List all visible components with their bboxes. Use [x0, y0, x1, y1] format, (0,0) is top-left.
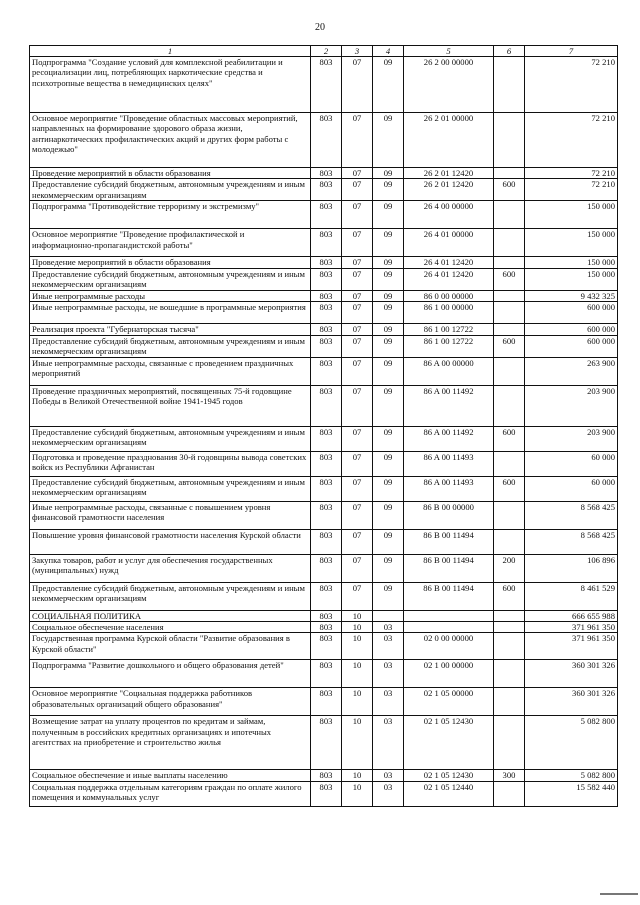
row-ministry-cell: 803 — [311, 582, 342, 610]
budget-table-body — [30, 57, 618, 807]
table-row — [30, 229, 618, 257]
row-amount-cell: 203 900 — [525, 426, 618, 451]
row-name-cell: Повышение уровня финансовой грамотности населения Курской области — [30, 529, 311, 554]
row-target-article-cell: 86 A 00 11493 — [404, 476, 494, 501]
row-section-cell: 07 — [342, 357, 373, 385]
row-amount-cell: 72 210 — [525, 113, 618, 168]
row-expense-type-cell — [494, 201, 525, 229]
row-subsection-cell: 09 — [373, 451, 404, 476]
row-section-cell: 10 — [342, 660, 373, 688]
row-expense-type-cell: 600 — [494, 268, 525, 290]
row-amount-cell: 600 000 — [525, 302, 618, 324]
row-ministry-cell: 803 — [311, 268, 342, 290]
row-ministry-cell: 803 — [311, 257, 342, 268]
row-name-cell: Основное мероприятие "Социальная поддержка работников образовательных организаций общего образования" — [30, 688, 311, 716]
row-section-cell: 10 — [342, 781, 373, 806]
table-row — [30, 529, 618, 554]
row-expense-type-cell — [494, 781, 525, 806]
row-ministry-cell: 803 — [311, 660, 342, 688]
row-target-article-cell — [404, 622, 494, 633]
table-row — [30, 268, 618, 290]
table-row — [30, 257, 618, 268]
row-section-cell: 07 — [342, 57, 373, 113]
row-section-cell: 10 — [342, 610, 373, 621]
row-subsection-cell: 09 — [373, 268, 404, 290]
row-subsection-cell: 03 — [373, 781, 404, 806]
row-expense-type-cell: 600 — [494, 426, 525, 451]
row-ministry-cell: 803 — [311, 385, 342, 426]
row-subsection-cell: 09 — [373, 529, 404, 554]
row-name-cell: Предоставление субсидий бюджетным, автономным учреждениям и иным некоммерческим организациям — [30, 426, 311, 451]
row-target-article-cell: 86 B 00 00000 — [404, 501, 494, 529]
table-row — [30, 633, 618, 660]
row-subsection-cell: 03 — [373, 660, 404, 688]
row-target-article-cell: 02 0 00 00000 — [404, 633, 494, 660]
table-row — [30, 357, 618, 385]
row-expense-type-cell — [494, 633, 525, 660]
row-subsection-cell: 09 — [373, 501, 404, 529]
table-row — [30, 201, 618, 229]
row-name-cell: Возмещение затрат на уплату процентов по кредитам и займам, полученным в российских кредитных организациях и ипотечных агентствах на приобретение и строительство жилья — [30, 716, 311, 770]
table-row — [30, 770, 618, 781]
row-expense-type-cell — [494, 168, 525, 179]
row-subsection-cell — [373, 610, 404, 621]
row-ministry-cell: 803 — [311, 633, 342, 660]
table-row — [30, 688, 618, 716]
row-target-article-cell: 02 1 05 12440 — [404, 781, 494, 806]
row-target-article-cell: 86 0 00 00000 — [404, 290, 494, 301]
row-ministry-cell: 803 — [311, 622, 342, 633]
row-target-article-cell: 02 1 05 12430 — [404, 770, 494, 781]
row-section-cell: 10 — [342, 688, 373, 716]
row-target-article-cell: 86 A 00 00000 — [404, 357, 494, 385]
row-ministry-cell: 803 — [311, 529, 342, 554]
row-expense-type-cell — [494, 451, 525, 476]
row-subsection-cell: 03 — [373, 688, 404, 716]
row-expense-type-cell: 600 — [494, 582, 525, 610]
row-amount-cell: 203 900 — [525, 385, 618, 426]
row-expense-type-cell: 200 — [494, 554, 525, 582]
row-subsection-cell: 09 — [373, 57, 404, 113]
row-amount-cell: 9 432 325 — [525, 290, 618, 301]
row-target-article-cell: 26 2 01 12420 — [404, 168, 494, 179]
row-ministry-cell: 803 — [311, 357, 342, 385]
table-row — [30, 582, 618, 610]
row-ministry-cell: 803 — [311, 781, 342, 806]
header-row — [30, 46, 618, 57]
row-name-cell: Подпрограмма "Развитие дошкольного и общего образования детей" — [30, 660, 311, 688]
row-expense-type-cell — [494, 324, 525, 335]
row-name-cell: Социальное обеспечение населения — [30, 622, 311, 633]
table-row — [30, 168, 618, 179]
row-name-cell: Иные непрограммные расходы, связанные с проведением праздничных мероприятий — [30, 357, 311, 385]
row-name-cell: Предоставление субсидий бюджетным, автономным учреждениям и иным некоммерческим организациям — [30, 268, 311, 290]
table-row — [30, 660, 618, 688]
row-section-cell: 07 — [342, 476, 373, 501]
row-section-cell: 07 — [342, 201, 373, 229]
column-header-target-article: 5 — [404, 46, 494, 57]
row-ministry-cell: 803 — [311, 688, 342, 716]
row-amount-cell: 106 896 — [525, 554, 618, 582]
row-section-cell: 07 — [342, 257, 373, 268]
row-section-cell: 07 — [342, 302, 373, 324]
row-name-cell: Проведение праздничных мероприятий, посвященных 75-й годовщине Победы в Великой Отечественной войне 1941-1945 годов — [30, 385, 311, 426]
row-expense-type-cell — [494, 385, 525, 426]
row-subsection-cell: 09 — [373, 179, 404, 201]
row-name-cell: Проведение мероприятий в области образования — [30, 257, 311, 268]
row-amount-cell: 600 000 — [525, 324, 618, 335]
row-name-cell: Подготовка и проведение празднования 30-й годовщины вывода советских войск из Республики Афганистан — [30, 451, 311, 476]
row-ministry-cell: 803 — [311, 168, 342, 179]
row-amount-cell: 371 961 350 — [525, 633, 618, 660]
row-target-article-cell: 26 2 01 00000 — [404, 113, 494, 168]
table-row — [30, 716, 618, 770]
row-subsection-cell: 09 — [373, 335, 404, 357]
row-ministry-cell: 803 — [311, 201, 342, 229]
row-amount-cell: 263 900 — [525, 357, 618, 385]
row-amount-cell: 72 210 — [525, 168, 618, 179]
row-amount-cell: 371 961 350 — [525, 622, 618, 633]
row-target-article-cell: 86 1 00 12722 — [404, 335, 494, 357]
table-row — [30, 302, 618, 324]
row-expense-type-cell — [494, 113, 525, 168]
row-section-cell: 07 — [342, 529, 373, 554]
row-target-article-cell: 26 4 00 00000 — [404, 201, 494, 229]
column-header-name: 1 — [30, 46, 311, 57]
row-ministry-cell: 803 — [311, 302, 342, 324]
row-name-cell: Предоставление субсидий бюджетным, автономным учреждениям и иным некоммерческим организациям — [30, 179, 311, 201]
row-subsection-cell: 09 — [373, 385, 404, 426]
table-row — [30, 290, 618, 301]
row-name-cell: Подпрограмма "Противодействие терроризму и экстремизму" — [30, 201, 311, 229]
row-ministry-cell: 803 — [311, 335, 342, 357]
row-amount-cell: 15 582 440 — [525, 781, 618, 806]
row-target-article-cell: 26 4 01 12420 — [404, 268, 494, 290]
row-name-cell: Реализация проекта "Губернаторская тысяча" — [30, 324, 311, 335]
column-header-ministry: 2 — [311, 46, 342, 57]
row-name-cell: Предоставление субсидий бюджетным, автономным учреждениям и иным некоммерческим организациям — [30, 582, 311, 610]
row-section-cell: 10 — [342, 633, 373, 660]
row-name-cell: Иные непрограммные расходы, не вошедшие в программные мероприятия — [30, 302, 311, 324]
row-ministry-cell: 803 — [311, 476, 342, 501]
row-subsection-cell: 09 — [373, 257, 404, 268]
row-name-cell: Закупка товаров, работ и услуг для обеспечения государственных (муниципальных) нужд — [30, 554, 311, 582]
row-expense-type-cell — [494, 622, 525, 633]
row-amount-cell: 150 000 — [525, 201, 618, 229]
row-name-cell: Предоставление субсидий бюджетным, автономным учреждениям и иным некоммерческим организациям — [30, 335, 311, 357]
row-ministry-cell: 803 — [311, 501, 342, 529]
row-section-cell: 07 — [342, 168, 373, 179]
row-name-cell: Иные непрограммные расходы — [30, 290, 311, 301]
row-name-cell: Предоставление субсидий бюджетным, автономным учреждениям и иным некоммерческим организациям — [30, 476, 311, 501]
row-section-cell: 10 — [342, 716, 373, 770]
row-amount-cell: 5 082 800 — [525, 716, 618, 770]
row-ministry-cell: 803 — [311, 113, 342, 168]
row-name-cell: Основное мероприятие "Проведение профилактической и информационно-пропагандистской работы" — [30, 229, 311, 257]
row-section-cell: 07 — [342, 582, 373, 610]
row-amount-cell: 8 568 425 — [525, 529, 618, 554]
row-target-article-cell: 02 1 05 12430 — [404, 716, 494, 770]
row-name-cell: Государственная программа Курской области "Развитие образования в Курской области" — [30, 633, 311, 660]
table-row — [30, 179, 618, 201]
column-header-expense-type: 6 — [494, 46, 525, 57]
row-name-cell: Проведение мероприятий в области образования — [30, 168, 311, 179]
column-header-subsection: 4 — [373, 46, 404, 57]
row-expense-type-cell: 600 — [494, 179, 525, 201]
row-expense-type-cell: 600 — [494, 476, 525, 501]
row-target-article-cell: 02 1 05 00000 — [404, 688, 494, 716]
row-ministry-cell: 803 — [311, 716, 342, 770]
row-target-article-cell: 86 B 00 11494 — [404, 529, 494, 554]
row-expense-type-cell — [494, 688, 525, 716]
row-subsection-cell: 09 — [373, 302, 404, 324]
row-section-cell: 07 — [342, 451, 373, 476]
row-subsection-cell: 09 — [373, 201, 404, 229]
row-expense-type-cell — [494, 529, 525, 554]
row-subsection-cell: 09 — [373, 357, 404, 385]
row-subsection-cell: 09 — [373, 426, 404, 451]
column-header-section: 3 — [342, 46, 373, 57]
row-section-cell: 07 — [342, 385, 373, 426]
row-target-article-cell: 86 1 00 00000 — [404, 302, 494, 324]
row-target-article-cell: 26 2 00 00000 — [404, 57, 494, 113]
row-expense-type-cell — [494, 716, 525, 770]
row-expense-type-cell — [494, 57, 525, 113]
table-row — [30, 426, 618, 451]
row-section-cell: 10 — [342, 622, 373, 633]
row-amount-cell: 5 082 800 — [525, 770, 618, 781]
scan-artifact — [600, 893, 638, 895]
row-target-article-cell: 86 B 00 11494 — [404, 582, 494, 610]
row-ministry-cell: 803 — [311, 770, 342, 781]
budget-table — [29, 45, 618, 807]
row-section-cell: 07 — [342, 501, 373, 529]
row-ministry-cell: 803 — [311, 57, 342, 113]
row-target-article-cell: 86 A 00 11492 — [404, 385, 494, 426]
row-amount-cell: 72 210 — [525, 179, 618, 201]
row-amount-cell: 60 000 — [525, 451, 618, 476]
table-row — [30, 501, 618, 529]
row-ministry-cell: 803 — [311, 610, 342, 621]
row-subsection-cell: 03 — [373, 622, 404, 633]
row-amount-cell: 150 000 — [525, 268, 618, 290]
row-expense-type-cell: 300 — [494, 770, 525, 781]
row-section-cell: 07 — [342, 426, 373, 451]
row-section-cell: 07 — [342, 335, 373, 357]
row-target-article-cell: 26 4 01 00000 — [404, 229, 494, 257]
row-subsection-cell: 09 — [373, 290, 404, 301]
row-name-cell: Подпрограмма "Создание условий для комплексной реабилитации и ресоциализации лиц, потребляющих наркотические средства и психотропные вещества в немедицинских целях" — [30, 57, 311, 113]
row-subsection-cell: 09 — [373, 113, 404, 168]
table-row — [30, 451, 618, 476]
table-row — [30, 554, 618, 582]
row-section-cell: 07 — [342, 290, 373, 301]
row-amount-cell: 666 655 988 — [525, 610, 618, 621]
row-target-article-cell: 26 4 01 12420 — [404, 257, 494, 268]
row-ministry-cell: 803 — [311, 426, 342, 451]
row-ministry-cell: 803 — [311, 324, 342, 335]
row-expense-type-cell — [494, 660, 525, 688]
row-section-cell: 07 — [342, 229, 373, 257]
row-ministry-cell: 803 — [311, 179, 342, 201]
row-subsection-cell: 09 — [373, 554, 404, 582]
row-expense-type-cell — [494, 501, 525, 529]
table-row — [30, 324, 618, 335]
row-amount-cell: 360 301 326 — [525, 660, 618, 688]
row-subsection-cell: 03 — [373, 633, 404, 660]
table-row — [30, 335, 618, 357]
column-header-amount: 7 — [525, 46, 618, 57]
page-number: 20 — [315, 22, 325, 33]
row-subsection-cell: 03 — [373, 716, 404, 770]
table-row — [30, 781, 618, 806]
row-subsection-cell: 03 — [373, 770, 404, 781]
row-expense-type-cell — [494, 229, 525, 257]
row-target-article-cell: 86 A 00 11492 — [404, 426, 494, 451]
row-section-cell: 07 — [342, 324, 373, 335]
row-expense-type-cell — [494, 290, 525, 301]
row-amount-cell: 150 000 — [525, 229, 618, 257]
row-expense-type-cell — [494, 357, 525, 385]
row-expense-type-cell — [494, 257, 525, 268]
row-expense-type-cell: 600 — [494, 335, 525, 357]
row-amount-cell: 600 000 — [525, 335, 618, 357]
row-section-cell: 07 — [342, 113, 373, 168]
row-ministry-cell: 803 — [311, 554, 342, 582]
row-name-cell: СОЦИАЛЬНАЯ ПОЛИТИКА — [30, 610, 311, 621]
row-section-cell: 07 — [342, 268, 373, 290]
row-target-article-cell: 86 1 00 12722 — [404, 324, 494, 335]
row-name-cell: Иные непрограммные расходы, связанные с повышением уровня финансовой грамотности населения — [30, 501, 311, 529]
table-row — [30, 57, 618, 113]
row-ministry-cell: 803 — [311, 451, 342, 476]
row-amount-cell: 60 000 — [525, 476, 618, 501]
row-amount-cell: 360 301 326 — [525, 688, 618, 716]
table-row — [30, 610, 618, 621]
row-ministry-cell: 803 — [311, 229, 342, 257]
row-amount-cell: 150 000 — [525, 257, 618, 268]
row-amount-cell: 72 210 — [525, 57, 618, 113]
row-subsection-cell: 09 — [373, 582, 404, 610]
row-subsection-cell: 09 — [373, 324, 404, 335]
row-expense-type-cell — [494, 302, 525, 324]
table-row — [30, 476, 618, 501]
row-name-cell: Социальная поддержка отдельным категориям граждан по оплате жилого помещения и коммунальных услуг — [30, 781, 311, 806]
row-target-article-cell: 86 A 00 11493 — [404, 451, 494, 476]
row-name-cell: Социальное обеспечение и иные выплаты населению — [30, 770, 311, 781]
row-ministry-cell: 803 — [311, 290, 342, 301]
row-target-article-cell: 02 1 00 00000 — [404, 660, 494, 688]
row-target-article-cell: 26 2 01 12420 — [404, 179, 494, 201]
table-row — [30, 385, 618, 426]
row-target-article-cell — [404, 610, 494, 621]
row-subsection-cell: 09 — [373, 168, 404, 179]
row-target-article-cell: 86 B 00 11494 — [404, 554, 494, 582]
row-subsection-cell: 09 — [373, 476, 404, 501]
row-section-cell: 10 — [342, 770, 373, 781]
row-subsection-cell: 09 — [373, 229, 404, 257]
row-amount-cell: 8 461 529 — [525, 582, 618, 610]
row-name-cell: Основное мероприятие "Проведение областных массовых мероприятий, направленных на формирование здорового образа жизни, антинаркотических профилактических акций и других форм работы с молодежью" — [30, 113, 311, 168]
table-row — [30, 113, 618, 168]
row-amount-cell: 8 568 425 — [525, 501, 618, 529]
row-section-cell: 07 — [342, 179, 373, 201]
table-row — [30, 622, 618, 633]
row-section-cell: 07 — [342, 554, 373, 582]
row-expense-type-cell — [494, 610, 525, 621]
